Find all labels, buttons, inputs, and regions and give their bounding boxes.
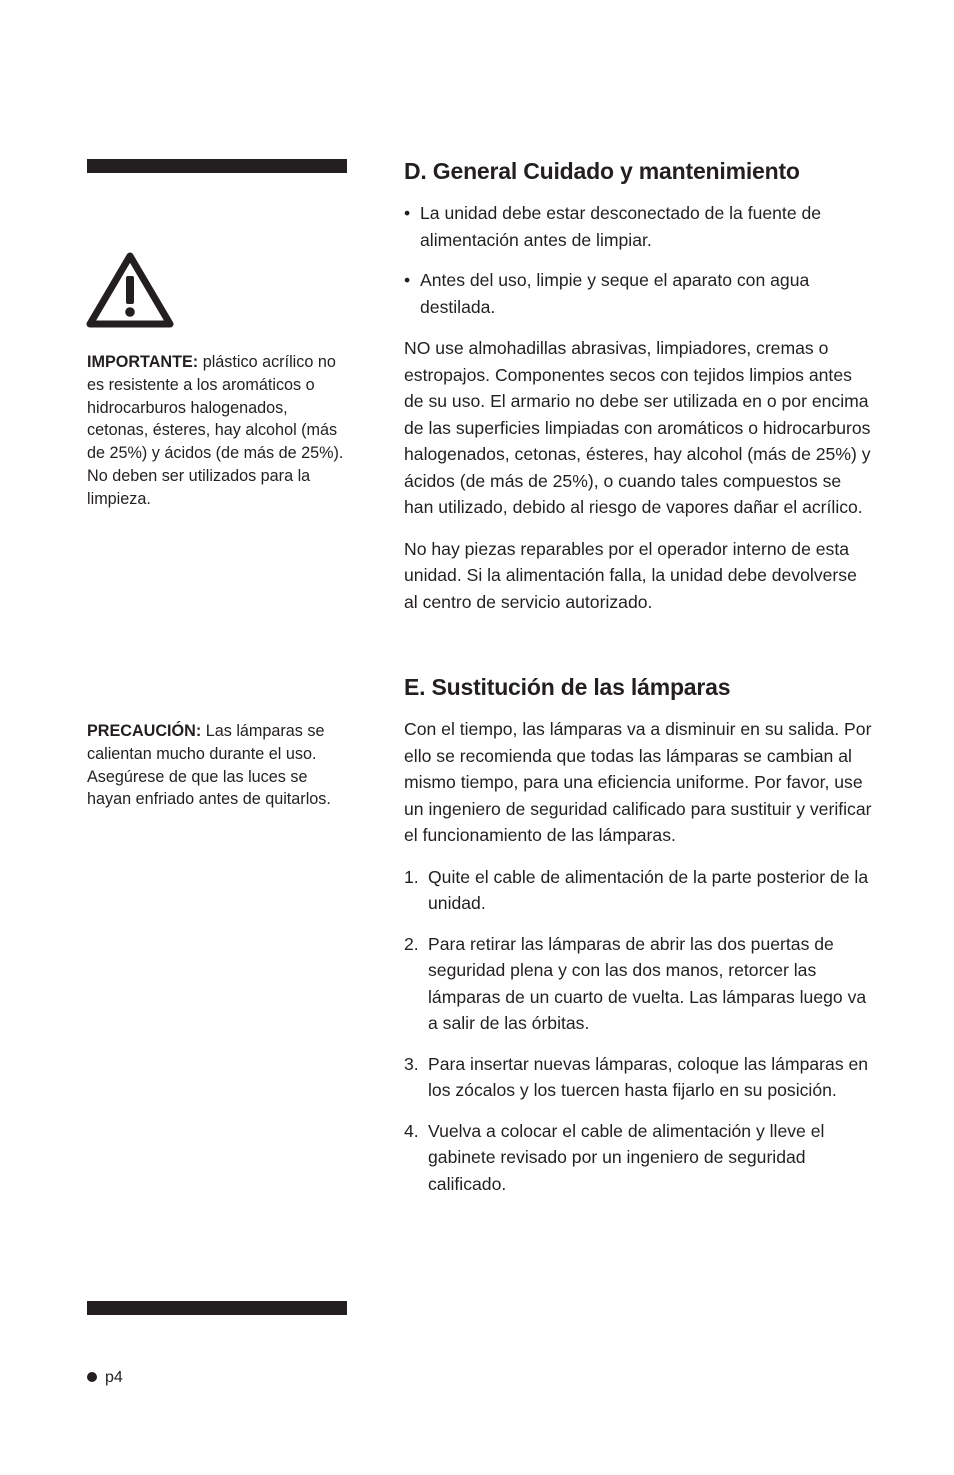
step-item	[404, 864, 874, 917]
bullet-mark: •	[404, 270, 411, 290]
section-e-title: E. Sustitución de las lámparas	[404, 674, 731, 700]
step-number: 3.	[404, 1053, 419, 1074]
page-footer	[87, 1367, 123, 1389]
bullet-text: Antes del uso, limpie y seque el aparato con agua destilada.	[420, 270, 810, 317]
section-d-title: D. General Cuidado y mantenimiento	[404, 158, 800, 184]
step-text: Vuelva a colocar el cable de alimentación y lleve el gabinete revisado por un ingeniero de seguridad calificado.	[428, 1120, 825, 1194]
caution-text: Las lámparas se calientan mucho durante el uso. Asegúrese de que las luces se hayan enfriado antes de quitarlos.	[87, 722, 331, 809]
step-number: 4.	[404, 1120, 419, 1141]
bottom-rule	[87, 1301, 347, 1315]
section-general-care	[404, 157, 874, 615]
top-rule	[87, 159, 347, 173]
step-number: 1.	[404, 866, 419, 887]
step-text: Para insertar nuevas lámparas, coloque las lámparas en los zócalos y los tuercen hasta fijarlo en su posición.	[428, 1053, 869, 1100]
step-item	[404, 1118, 874, 1198]
paragraph-service: No hay piezas reparables por el operador interno de esta unidad. Si la alimentación falla, la unidad debe devolverse al centro de servicio autorizado.	[404, 538, 857, 612]
bullet-item	[404, 200, 874, 253]
important-note	[87, 351, 352, 511]
step-text: Quite el cable de alimentación de la parte posterior de la unidad.	[428, 866, 869, 913]
bullet-item	[404, 267, 874, 320]
step-number: 2.	[404, 933, 419, 954]
caution-label: PRECAUCIÓN:	[87, 722, 202, 740]
bullet-text: La unidad debe estar desconectado de la fuente de alimentación antes de limpiar.	[420, 203, 822, 250]
important-label: IMPORTANTE:	[87, 353, 199, 371]
paragraph-intro: Con el tiempo, las lámparas va a disminuir en su salida. Por ello se recomienda que todas las lámparas se cambian al mismo tiempo, para una eficiencia uniforme. Por favor, use un ingeniero de seguridad calificado para sustituir y verificar el funcionamiento de las lámparas.	[404, 719, 872, 845]
step-item	[404, 1051, 874, 1104]
step-item	[404, 931, 874, 1037]
step-text: Para retirar las lámparas de abrir las dos puertas de seguridad plena y con las dos manos, retorcer las lámparas de un cuarto de vuelta. Las lámparas luego va a salir de las órbitas.	[428, 933, 867, 1033]
bullet-mark: •	[404, 203, 411, 223]
bullet-dot-icon	[87, 1372, 97, 1382]
warning-triangle-icon	[86, 250, 174, 328]
paragraph-cleaning: NO use almohadillas abrasivas, limpiadores, cremas o estropajos. Componentes secos con tejidos limpios antes de su uso. El armario no debe ser utilizada en o por encima de las superficies limpiadas con aromáticos o hidrocarburos halogenados, cetonas, ésteres, hay alcohol (más de 25%) y ácidos (de más de 25%), o cuando tales compuestos se han utilizado, debido al riesgo de vapores dañar el acrílico.	[404, 338, 871, 517]
important-text: plástico acrílico no es resistente a los aromáticos o hidrocarburos halogenados, cetonas, ésteres, hay alcohol (más de 25%) y ácidos (de más de 25%). No deben ser utilizados para la limpieza.	[87, 353, 344, 508]
page-number: p4	[105, 1369, 123, 1386]
section-lamp-replacement	[404, 673, 874, 1197]
caution-note	[87, 720, 352, 811]
